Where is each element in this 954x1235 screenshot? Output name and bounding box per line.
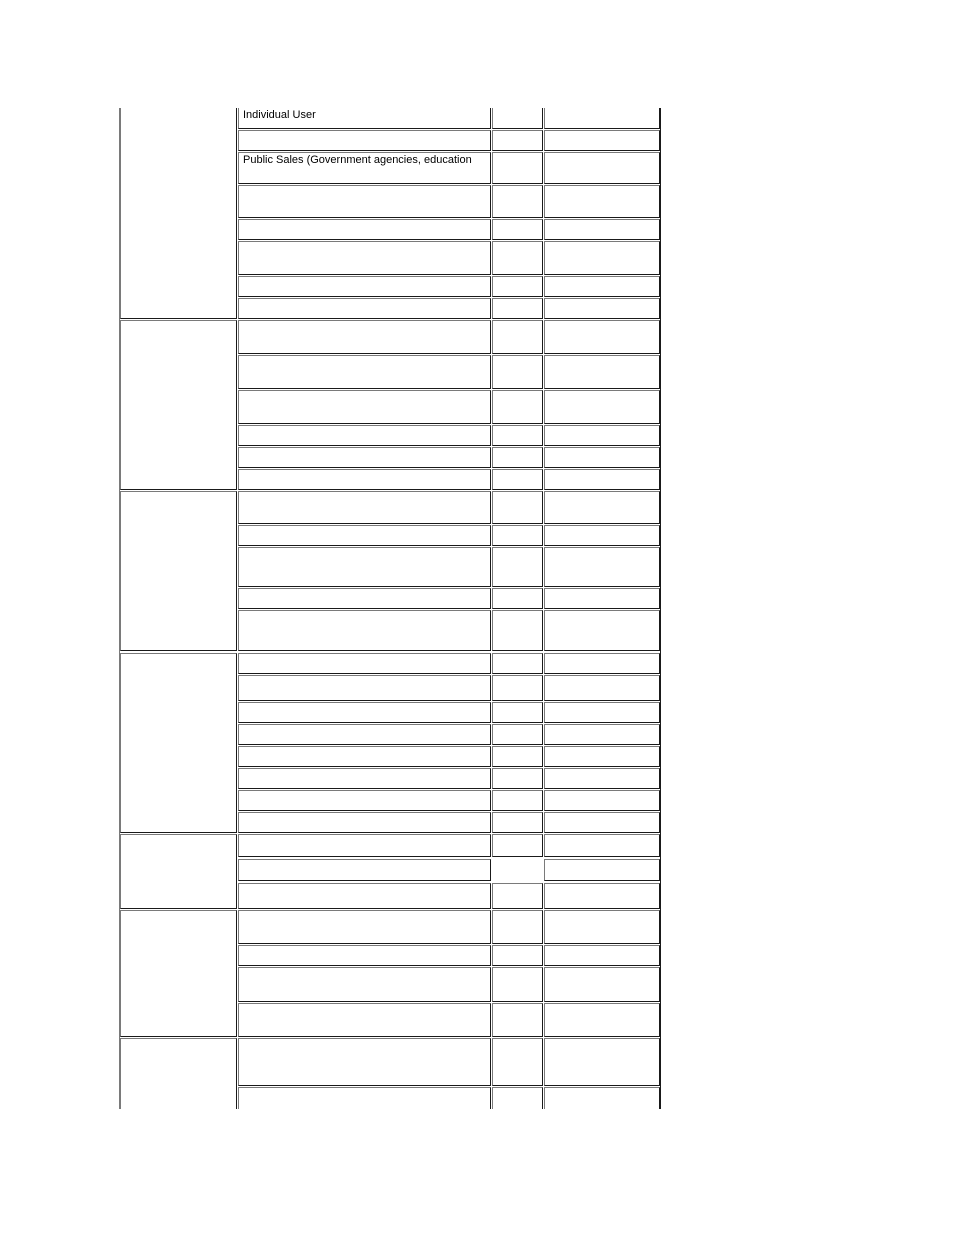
row-code-cell: [492, 425, 543, 446]
row-label-cell: [238, 610, 491, 651]
row-label-cell: [238, 1087, 491, 1109]
row-label-cell: [238, 834, 491, 857]
row-code-cell: [492, 298, 543, 319]
row-value-cell: [544, 945, 660, 966]
row-code-cell: [492, 447, 543, 468]
row-value-cell: [544, 108, 660, 129]
row-value-cell: [544, 1003, 660, 1037]
row-code-cell: [492, 702, 543, 723]
row-code-cell: [492, 152, 543, 184]
group-cell: [120, 108, 237, 319]
row-code-cell: [492, 945, 543, 966]
row-label-cell: [238, 547, 491, 587]
row-label-cell: [238, 859, 491, 881]
row-value-cell: [544, 390, 660, 424]
row-value-cell: [544, 547, 660, 587]
row-value-cell: [544, 219, 660, 240]
row-value-cell: [544, 702, 660, 723]
row-code-cell: [492, 130, 543, 151]
group-cell: [120, 491, 237, 651]
row-code-cell: [492, 910, 543, 944]
row-label-cell: [238, 241, 491, 275]
row-code-cell: [492, 185, 543, 218]
row-value-cell: [544, 883, 660, 909]
row-value-cell: [544, 812, 660, 833]
row-value-cell: [544, 241, 660, 275]
row-code-cell: [492, 320, 543, 354]
row-label-cell: [238, 425, 491, 446]
row-value-cell: [544, 185, 660, 218]
row-value-cell: [544, 491, 660, 524]
row-value-cell: [544, 675, 660, 701]
row-value-cell: [544, 152, 660, 184]
row-code-cell: [492, 724, 543, 745]
row-label-cell: [238, 1003, 491, 1037]
row-value-cell: [544, 425, 660, 446]
row-code-cell: [492, 525, 543, 546]
row-label-cell: [238, 675, 491, 701]
row-code-cell: [492, 1003, 543, 1037]
row-label-cell: [238, 768, 491, 789]
row-label-cell: [238, 525, 491, 546]
row-value-cell: [544, 130, 660, 151]
row-label-cell: Individual User: [238, 108, 491, 129]
row-value-cell: [544, 859, 660, 881]
row-code-cell: [492, 355, 543, 389]
row-label-cell: [238, 702, 491, 723]
row-value-cell: [544, 355, 660, 389]
group-cell: [120, 320, 237, 490]
row-code-cell: [492, 547, 543, 587]
row-code-cell: [492, 491, 543, 524]
row-code-cell: [492, 967, 543, 1002]
row-label-cell: [238, 355, 491, 389]
row-value-cell: [544, 469, 660, 490]
row-code-cell: [492, 1038, 543, 1086]
row-code-cell: [492, 1087, 543, 1109]
group-cell: [120, 910, 237, 1037]
row-code-cell: [492, 390, 543, 424]
row-code-cell: [492, 834, 543, 857]
row-label-cell: [238, 653, 491, 674]
row-value-cell: [544, 588, 660, 609]
row-code-cell: [492, 812, 543, 833]
row-label-cell: [238, 390, 491, 424]
row-label-cell: [238, 491, 491, 524]
row-label-cell: Public Sales (Government agencies, education: [238, 152, 491, 184]
row-value-cell: [544, 1038, 660, 1086]
row-code-cell: [492, 219, 543, 240]
row-label-cell: [238, 185, 491, 218]
table-border: [119, 108, 120, 1109]
row-label-cell: [238, 447, 491, 468]
row-label-cell: [238, 910, 491, 944]
row-label-cell: [238, 130, 491, 151]
row-code-cell: [492, 241, 543, 275]
group-cell: [120, 1038, 237, 1109]
row-code-cell: [492, 790, 543, 811]
row-label-cell: [238, 790, 491, 811]
row-value-cell: [544, 320, 660, 354]
row-code-cell: [492, 653, 543, 674]
row-label-cell: [238, 812, 491, 833]
row-value-cell: [544, 910, 660, 944]
row-value-cell: [544, 967, 660, 1002]
row-code-cell: [492, 469, 543, 490]
group-cell: [120, 653, 237, 833]
row-value-cell: [544, 768, 660, 789]
row-value-cell: [544, 276, 660, 297]
row-value-cell: [544, 834, 660, 857]
row-value-cell: [544, 298, 660, 319]
row-value-cell: [544, 724, 660, 745]
row-label-cell: [238, 1038, 491, 1086]
row-label-cell: [238, 469, 491, 490]
row-value-cell: [544, 447, 660, 468]
row-label-cell: [238, 320, 491, 354]
row-label-cell: [238, 276, 491, 297]
row-label-cell: [238, 588, 491, 609]
row-code-cell: [492, 746, 543, 767]
row-label-cell: [238, 967, 491, 1002]
row-label-cell: [238, 746, 491, 767]
group-cell: [120, 834, 237, 909]
row-code-cell: [492, 276, 543, 297]
row-code-cell: [492, 588, 543, 609]
row-value-cell: [544, 790, 660, 811]
row-code-cell: [492, 675, 543, 701]
row-code-cell: [492, 610, 543, 651]
row-code-cell: [492, 768, 543, 789]
row-value-cell: [544, 525, 660, 546]
row-label-cell: [238, 883, 491, 909]
row-label-cell: [238, 298, 491, 319]
row-code-cell: [492, 883, 543, 909]
row-code-cell: [492, 108, 543, 129]
row-value-cell: [544, 653, 660, 674]
row-value-cell: [544, 610, 660, 651]
row-value-cell: [544, 746, 660, 767]
row-label-cell: [238, 945, 491, 966]
row-value-cell: [544, 1087, 660, 1109]
table-border: [660, 108, 661, 1109]
row-label-cell: [238, 219, 491, 240]
row-label-cell: [238, 724, 491, 745]
